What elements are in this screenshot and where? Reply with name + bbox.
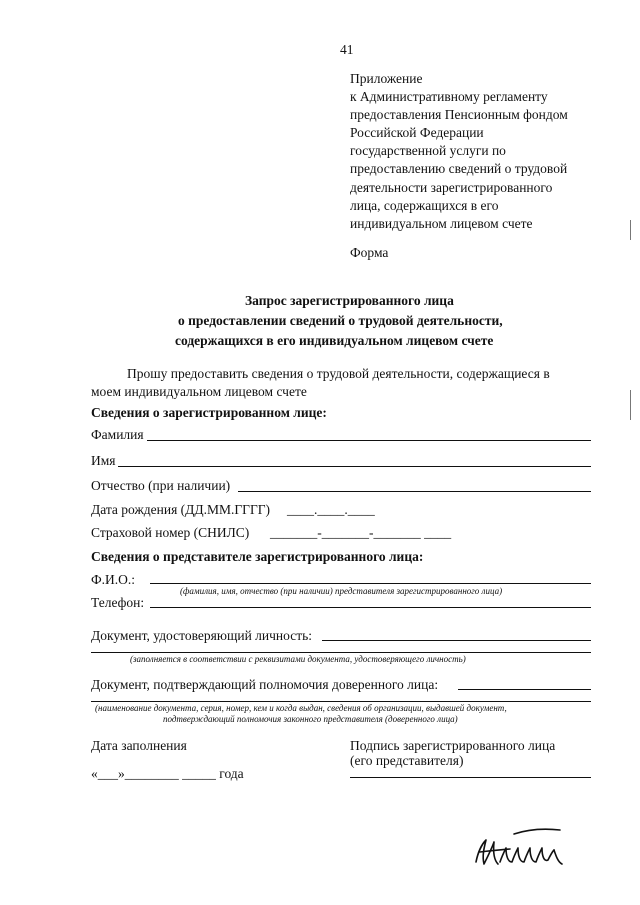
id-document-field-continued[interactable] [91, 652, 591, 653]
scan-edge-mark [630, 390, 631, 420]
appendix-line: Приложение [350, 71, 423, 86]
fio-field[interactable] [150, 583, 591, 584]
surname-label: Фамилия [91, 427, 144, 442]
surname-field[interactable] [147, 440, 591, 441]
appendix-line: предоставлению сведений о трудовой [350, 161, 568, 177]
representative-section-heading: Сведения о представителе зарегистрированного лица: [91, 549, 424, 564]
authority-document-field-continued[interactable] [91, 701, 591, 702]
authority-document-hint-line-2: подтверждающий полномочия законного представителя (доверенного лица) [163, 714, 458, 724]
signature-field[interactable] [350, 777, 591, 778]
appendix-line: Российской Федерации [350, 125, 484, 141]
handwritten-signature [470, 822, 580, 877]
title-line-1: Запрос зарегистрированного лица [245, 293, 454, 308]
title-line-2: о предоставлении сведений о трудовой деятельности, [178, 313, 503, 328]
fio-label: Ф.И.О.: [91, 572, 136, 587]
patronymic-label: Отчество (при наличии) [91, 478, 231, 493]
fio-hint: (фамилия, имя, отчество (при наличии) представителя зарегистрированного лица) [180, 586, 503, 596]
appendix-line: лица, содержащихся в его [350, 197, 499, 213]
id-document-field[interactable] [322, 640, 591, 641]
phone-label: Телефон: [91, 595, 145, 610]
authority-document-hint-line-1: (наименование документа, серия, номер, кем и когда выдан, сведения об организации, выдавшей документ, [95, 703, 507, 713]
date-field[interactable]: «___»________ _____ года [91, 766, 244, 781]
title-line-3: содержащихся в его индивидуальном лицевом счете [175, 333, 494, 348]
authority-document-label: Документ, подтверждающий полномочия доверенного лица: [91, 677, 439, 692]
appendix-line: к Административному регламенту [350, 89, 548, 105]
birthdate-field[interactable]: ____.____.____ [287, 502, 375, 517]
signature-label-line-1: Подпись зарегистрированного лица [350, 738, 556, 753]
scan-edge-mark [630, 220, 631, 240]
intro-line-1: Прошу предоставить сведения о трудовой деятельности, содержащиеся в [127, 366, 550, 381]
snils-field[interactable]: _______-_______-_______ ____ [270, 525, 452, 540]
name-label: Имя [91, 453, 116, 468]
snils-label: Страховой номер (СНИЛС) [91, 525, 250, 540]
intro-line-2: моем индивидуальном лицевом счете [91, 384, 307, 399]
patronymic-field[interactable] [238, 491, 591, 492]
authority-document-field[interactable] [458, 689, 591, 690]
appendix-block [350, 70, 568, 233]
name-field[interactable] [118, 466, 591, 467]
birthdate-label: Дата рождения (ДД.ММ.ГГГГ) [91, 502, 271, 517]
appendix-line: предоставления Пенсионным фондом [350, 107, 568, 123]
page-number: 41 [340, 42, 354, 57]
appendix-line: деятельности зарегистрированного [350, 179, 553, 195]
signature-label-line-2: (его представителя) [350, 753, 464, 768]
appendix-line: индивидуальном лицевом счете [350, 215, 533, 231]
form-label: Форма [350, 245, 389, 260]
person-section-heading: Сведения о зарегистрированном лице: [91, 405, 327, 420]
id-document-label: Документ, удостоверяющий личность: [91, 628, 313, 643]
id-document-hint: (заполняется в соответствии с реквизитами документа, удостоверяющего личность) [130, 654, 466, 664]
date-label: Дата заполнения [91, 738, 187, 753]
appendix-line: государственной услуги по [350, 143, 506, 159]
phone-field[interactable] [150, 607, 591, 608]
